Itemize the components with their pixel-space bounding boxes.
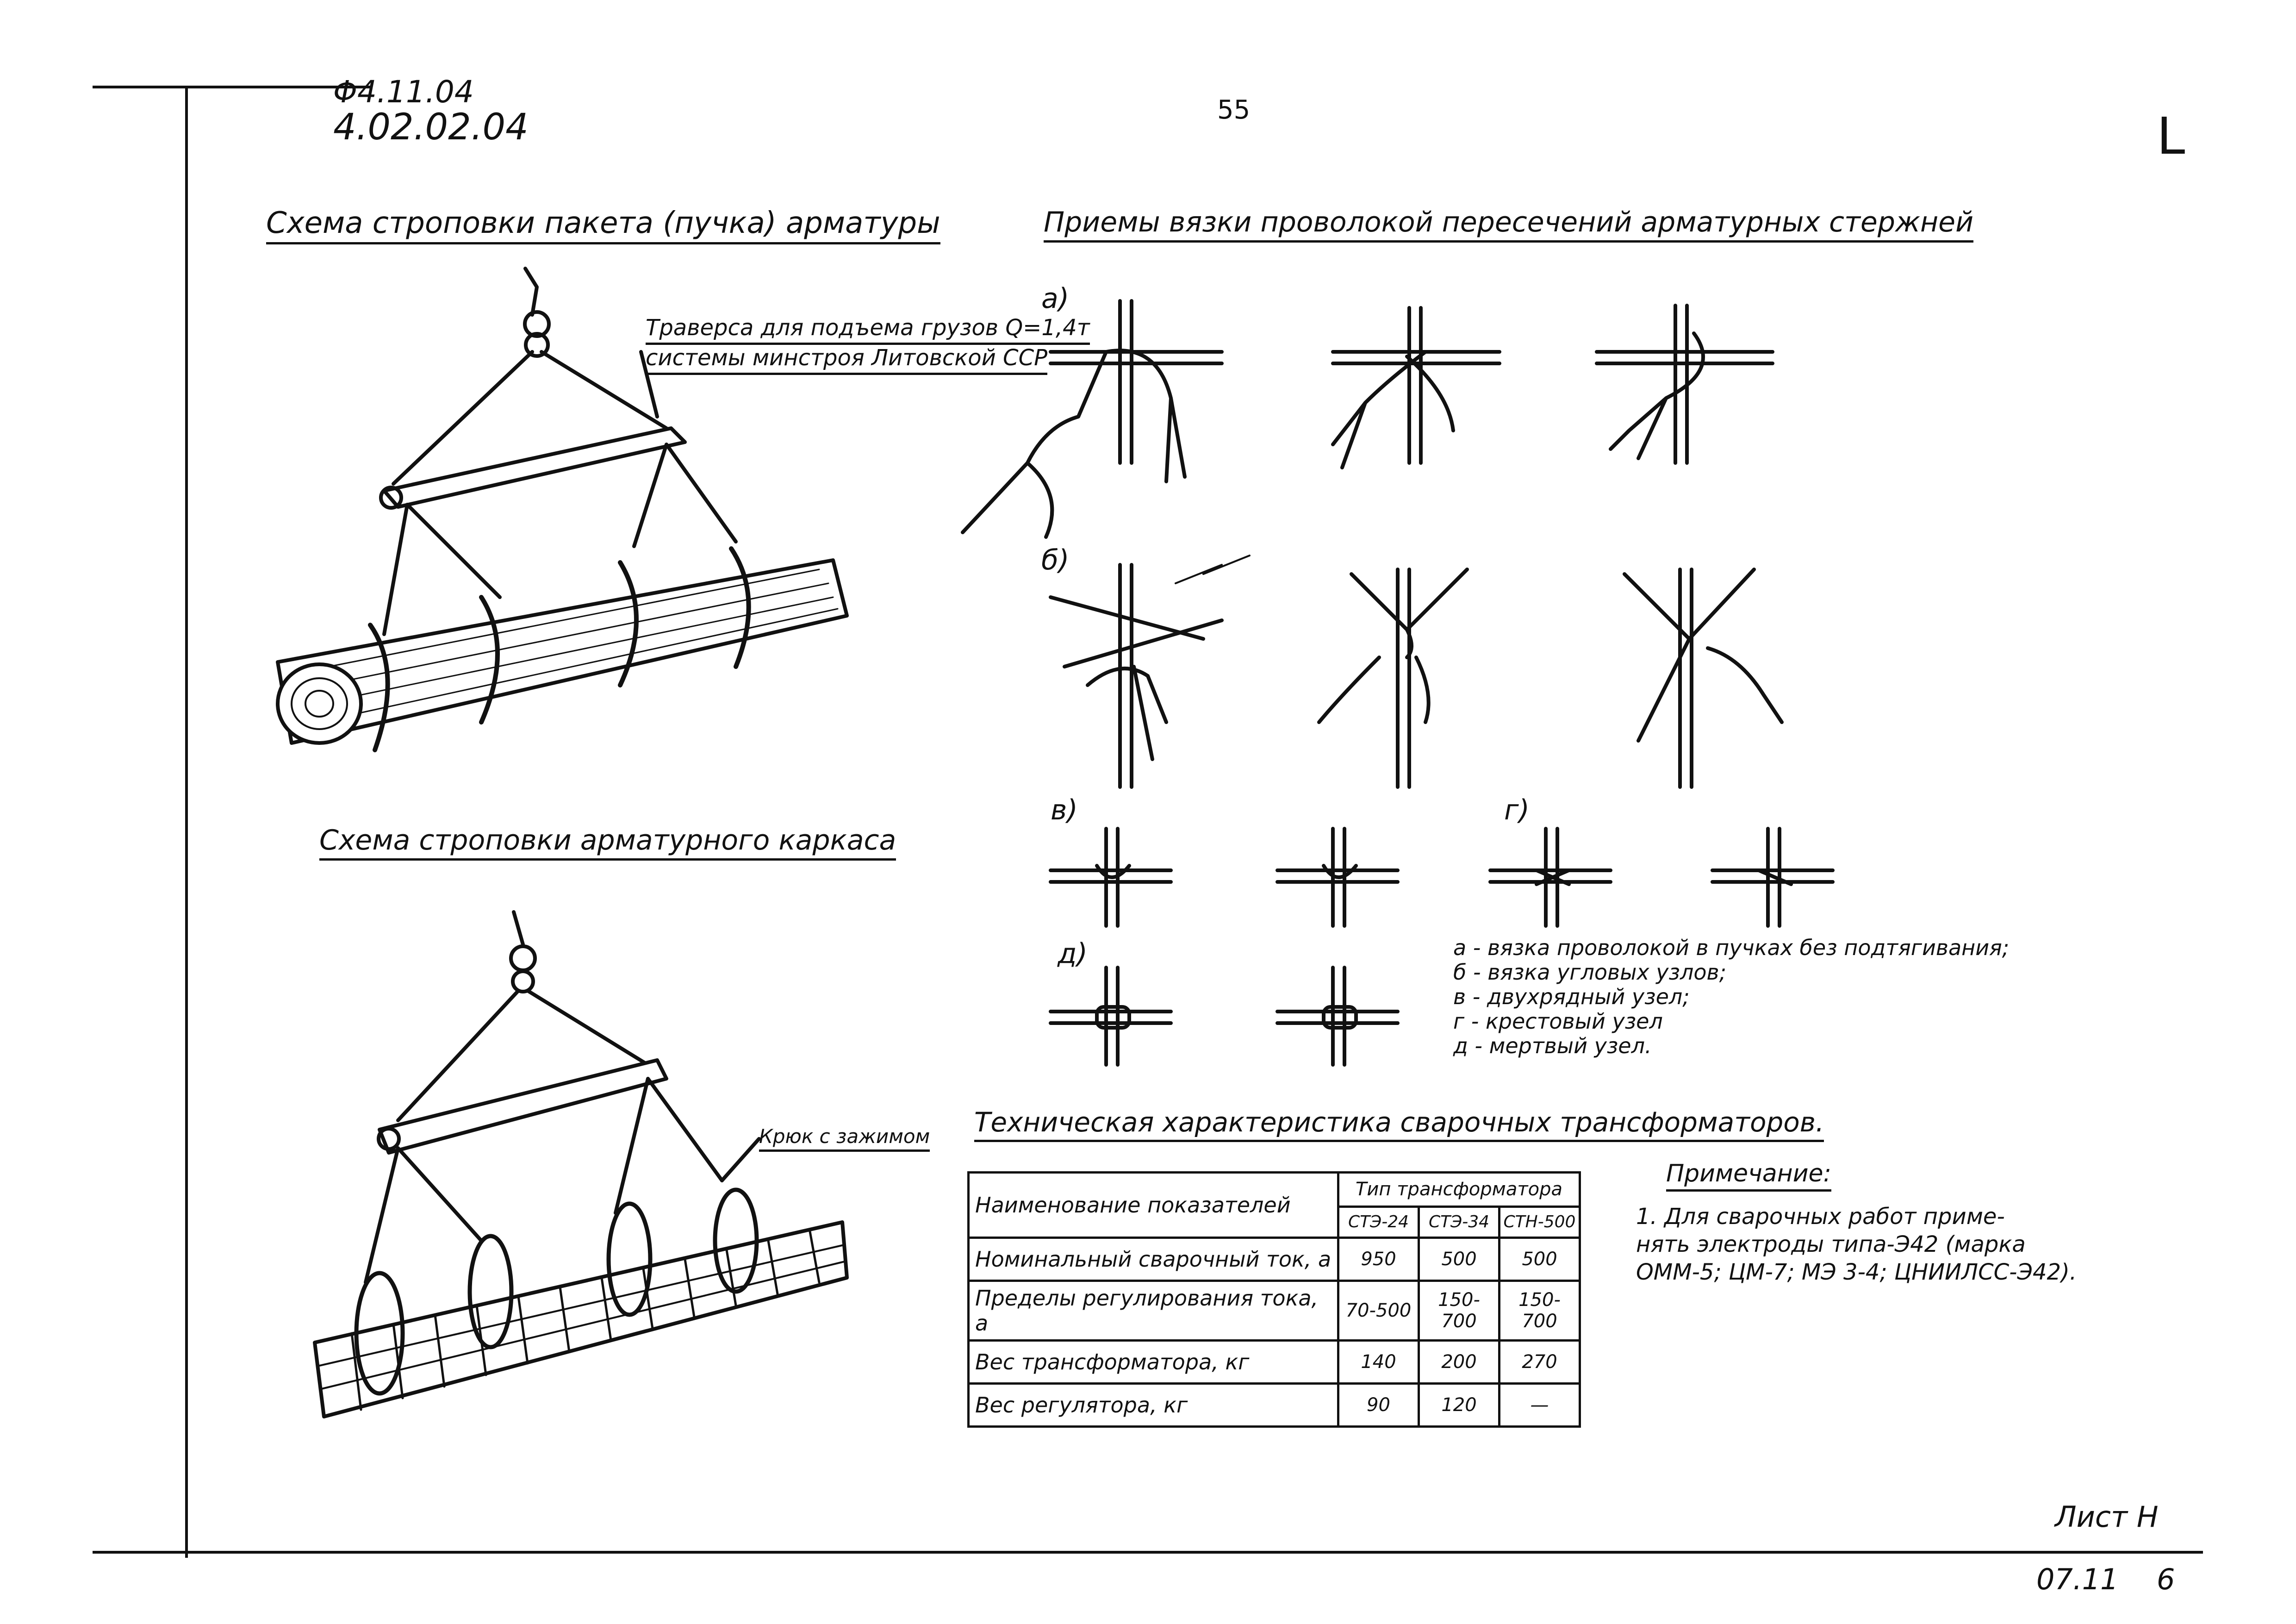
sheet-label: Лист Н (2055, 1500, 2159, 1534)
row-value: 270 (1500, 1341, 1580, 1384)
doc-code-line1: Φ4.11.04 (333, 74, 474, 110)
row-value: 70-500 (1338, 1281, 1419, 1341)
header-name-cell: Наименование показателей (969, 1173, 1338, 1238)
row-value: 90 (1338, 1384, 1419, 1427)
tying-figures-v-g (1051, 829, 1833, 926)
row-name: Номинальный сварочный ток, а (969, 1238, 1338, 1281)
row-value: 950 (1338, 1238, 1419, 1281)
tying-figures-a (963, 301, 1773, 537)
bundle-sling-drawing (278, 269, 847, 750)
doc-code-line2: 4.02.02.04 (333, 106, 529, 148)
row-value: 140 (1338, 1341, 1419, 1384)
traverse-label-2: системы минстроя Литовской ССР (646, 345, 1047, 375)
row-value: 150-700 (1419, 1281, 1500, 1341)
column-header: СТЭ-24 (1338, 1206, 1419, 1237)
legend-d: д - мертвый узел. (1453, 1033, 1652, 1058)
row-value: 150-700 (1500, 1281, 1580, 1341)
row-value: — (1500, 1384, 1580, 1427)
tying-figures-b (1051, 556, 1782, 787)
sheet-code: 07.11 (2036, 1562, 2119, 1596)
sheet-suffix: 6 (2157, 1562, 2175, 1596)
cage-sling-drawing (315, 912, 847, 1417)
legend-a: а - вязка проволокой в пучках без подтягивания; (1453, 935, 2010, 960)
note-line1: 1. Для сварочных работ приме- (1636, 1204, 2005, 1230)
row-value: 500 (1419, 1238, 1500, 1281)
fig-label-d: д) (1058, 937, 1088, 970)
fig-label-g: г) (1504, 794, 1530, 826)
fig-label-a: а) (1041, 282, 1070, 315)
legend-v: в - двухрядный узел; (1453, 984, 1690, 1009)
row-name: Вес трансформатора, кг (969, 1341, 1338, 1384)
note-line2: нять электроды типа-Э42 (марка (1636, 1231, 2026, 1257)
row-name: Пределы регулирования тока, а (969, 1281, 1338, 1341)
fig-label-b: б) (1041, 544, 1070, 576)
header-type-cell: Тип трансформатора (1338, 1173, 1580, 1207)
fig-label-v: в) (1051, 794, 1078, 826)
bundle-sling-title: Схема строповки пакета (пучка) арматуры (266, 206, 940, 244)
row-value: 200 (1419, 1341, 1500, 1384)
corner-mark: L (2157, 106, 2185, 166)
traverse-label-1: Траверса для подъема грузов Q=1,4т (646, 315, 1090, 345)
column-header: СТН-500 (1500, 1206, 1580, 1237)
tying-figures-d (1051, 968, 1398, 1065)
row-name: Вес регулятора, кг (969, 1384, 1338, 1427)
hook-label: Крюк с зажимом (759, 1125, 930, 1152)
table-title: Техническая характеристика сварочных трансформаторов. (974, 1106, 1824, 1142)
column-header: СТЭ-34 (1419, 1206, 1500, 1237)
row-value: 500 (1500, 1238, 1580, 1281)
legend-b: б - вязка угловых узлов; (1453, 960, 1727, 985)
note-line3: ОММ-5; ЦМ-7; МЭ 3-4; ЦНИИЛСС-Э42). (1636, 1259, 2077, 1285)
row-value: 120 (1419, 1384, 1500, 1427)
tying-title: Приемы вязки проволокой пересечений арматурных стержней (1044, 206, 1973, 243)
page-number: 55 (1217, 95, 1251, 125)
note-title: Примечание: (1666, 1160, 1831, 1192)
legend-g: г - крестовый узел (1453, 1009, 1663, 1034)
cage-sling-title: Схема строповки арматурного каркаса (319, 824, 896, 861)
